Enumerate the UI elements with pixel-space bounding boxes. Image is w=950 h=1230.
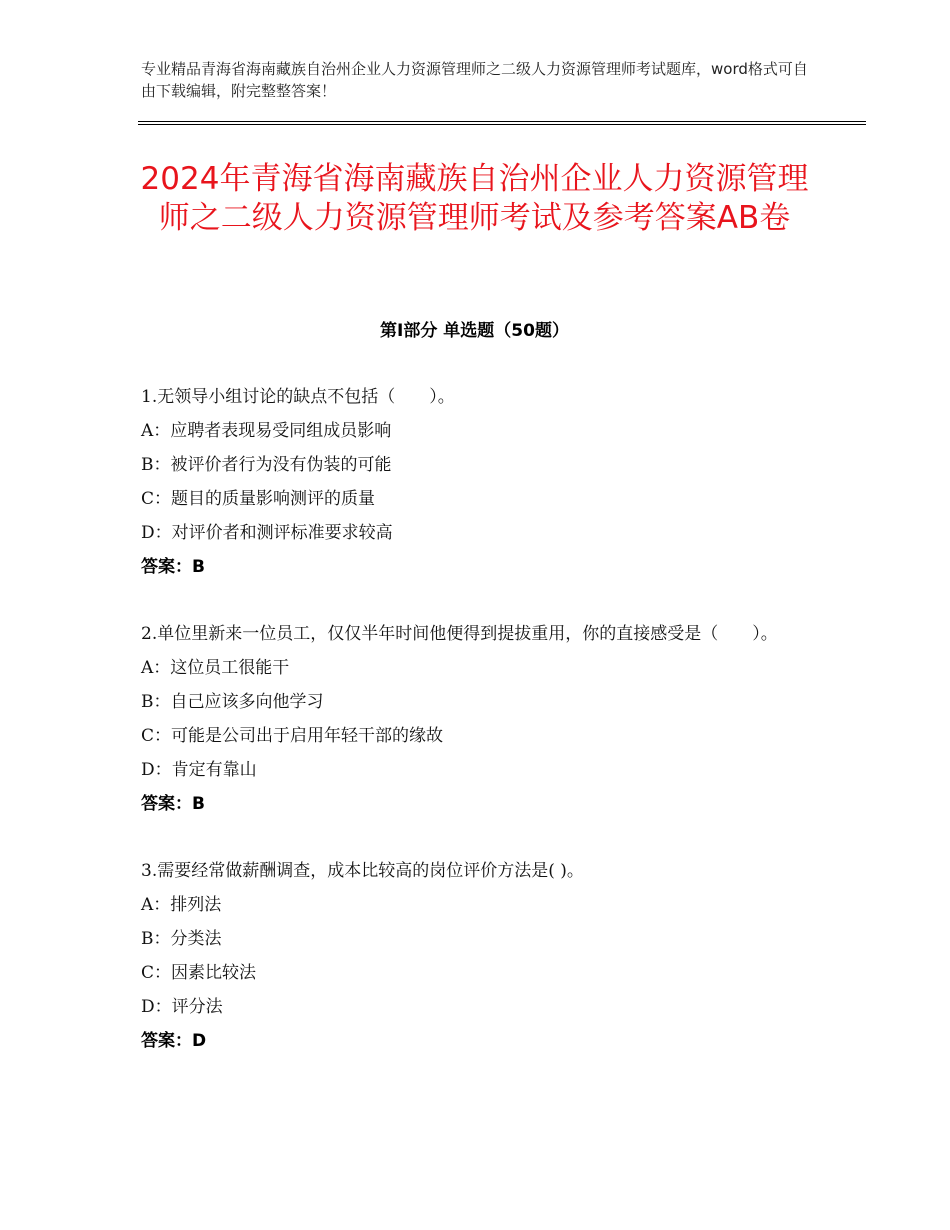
option-d: D：评分法 (141, 997, 223, 1017)
option-b: B：自己应该多向他学习 (141, 692, 324, 712)
header-divider (138, 121, 866, 125)
option-b: B：分类法 (141, 929, 222, 949)
answer-label: 答案：D (141, 1031, 207, 1051)
question-stem: 2.单位里新来一位员工，仅仅半年时间他便得到提拔重用，你的直接感受是（ ）。 (141, 624, 778, 644)
option-d: D：肯定有靠山 (141, 760, 257, 780)
question-3 (141, 854, 821, 1058)
section-heading: 第Ⅰ部分 单选题（50题） (380, 321, 569, 341)
document-title: 2024年青海省海南藏族自治州企业人力资源管理师之二级人力资源管理师考试及参考答案AB卷 (140, 161, 809, 236)
question-list (141, 380, 821, 1091)
option-d: D：对评价者和测评标准要求较高 (141, 523, 393, 543)
question-stem: 1.无领导小组讨论的缺点不包括（ ）。 (141, 387, 455, 407)
header-note: 专业精品青海省海南藏族自治州企业人力资源管理师之二级人力资源管理师考试题库，word格式可自由下载编辑，附完整整答案！ (141, 60, 808, 100)
option-c: C：因素比较法 (141, 963, 257, 983)
option-a: A：应聘者表现易受同组成员影响 (141, 421, 392, 441)
question-1 (141, 380, 821, 584)
question-stem: 3.需要经常做薪酬调查，成本比较高的岗位评价方法是( )。 (141, 861, 584, 881)
option-c: C：可能是公司出于启用年轻干部的缘故 (141, 726, 444, 746)
option-a: A：排列法 (141, 895, 222, 915)
option-a: A：这位员工很能干 (141, 658, 290, 678)
option-c: C：题目的质量影响测评的质量 (141, 489, 376, 509)
answer-label: 答案：B (141, 794, 205, 814)
option-b: B：被评价者行为没有伪装的可能 (141, 455, 392, 475)
question-2 (141, 617, 821, 821)
answer-label: 答案：B (141, 557, 205, 577)
